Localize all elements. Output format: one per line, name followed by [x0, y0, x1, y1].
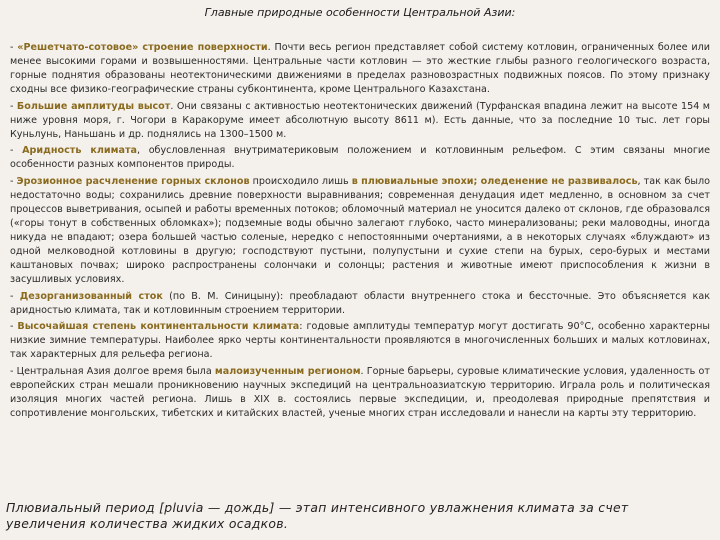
paragraph-lead: -	[10, 145, 23, 157]
paragraph-text: . Горные барьеры, суровые климатические условия, удаленность от европейских стран мешали проникновению научных экспедиций на центральноазиатскую территорию. Играла роль и политическая изоляция многих частей региона. Лишь в XIX в. состоялись первые экспедиции, и, преодолевая природные препятствия и сопротивление монгольских, тибетских и китайских властей, ученые многих стран исследовали и нанесли на карты эту территорию.	[10, 365, 711, 420]
highlight-term: «Решетчато-сотовое» строение поверхности	[17, 42, 268, 53]
paragraph-text: . Они связаны с активностью неотектонических движений (Турфанская впадина лежит на высоте 154 м ниже уровня моря, г. Чогори в Каракоруме имеет абсолютную высоту 8611 м). Есть данные, что за последние 10 тыс. лет горы Куньлунь, Наньшань и др. поднялись на 1300–1500 м.	[10, 100, 710, 140]
paragraph-text: , обусловленная внутриматериковым положением и котловинным рельефом. С этим связаны многие особенности разных компонентов природы.	[10, 145, 710, 171]
highlight-term: Высочайшая степень континентальности климата	[17, 321, 300, 333]
highlight-term: Дезорганизованный сток	[19, 290, 163, 302]
footer-definition: Плювиальный период [pluvia — дождь] — этап интенсивного увлажнения климата за счет увеличения количества жидких осадков.	[6, 500, 629, 531]
highlight-term: в плювиальные эпохи; оледенение не развивалось	[351, 175, 638, 187]
highlight-term: малоизученным регионом	[214, 365, 361, 377]
paragraph-erosion	[10, 175, 710, 288]
paragraph-text: : годовые амплитуды температур могут достигать 90°С, особенно характерны низкие зимние температуры. Наиболее ярко черты континентальности проявляются в многочисленных больших и малых котловинах, так характерных для рельефа региона.	[10, 321, 710, 361]
paragraph-lead: -	[10, 321, 18, 333]
highlight-term: Эрозионное расчленение горных склонов	[16, 175, 250, 187]
paragraph-text: (по В. М. Синицыну): преобладают области внутреннего стока и бессточные. Это объясняется как аридностью климата, так и котловинным строением территории.	[10, 290, 710, 316]
body-text	[10, 41, 710, 424]
paragraph-relief-structure	[10, 41, 710, 97]
paragraph-height-amplitudes	[10, 100, 710, 142]
paragraph-lead: -	[10, 175, 17, 187]
paragraph-text: , так как было недостаточно воды; сохранились древние поверхности выравнивания; современная денудация идет медленно, в основном за счет процессов выветривания, осыпей и работы временных потоков; обломочный материал не уносится далеко от склонов, где образовался («горы тонут в собственных обломках»); подземные воды обычно залегают глубоко, часто минерализованы; реки маловодны, иногда никуда не впадают; озера большей частью соленые, нередко с непостоянными очертаниями, а в некоторых случаях «блуждают» из одной мелководной котловины в другую; господствуют пустыни, полупустыни и сухие степи на бурых, серо-бурых и местами каштановых почвах; широко распространены солончаки и солонцы; растения и животные имеют приспособления к жизни в засушливых условиях.	[10, 175, 711, 286]
paragraph-lead: - Центральная Азия долгое время была	[10, 365, 215, 377]
paragraph-text: происходило лишь	[249, 175, 352, 187]
paragraph-continentality	[10, 320, 710, 362]
highlight-term: Большие амплитуды высот	[16, 100, 171, 112]
paragraph-runoff	[10, 290, 710, 318]
paragraph-aridity	[10, 144, 710, 172]
slide-title: Главные природные особенности Центральной Азии:	[204, 6, 516, 19]
paragraph-exploration	[10, 365, 710, 421]
paragraph-lead: -	[10, 290, 20, 302]
paragraph-lead: -	[10, 100, 17, 112]
highlight-term: Аридность климата	[22, 145, 137, 157]
paragraph-lead: -	[10, 42, 18, 53]
paragraph-text: . Почти весь регион представляет собой систему котловин, ограниченных более или менее высокими горами и возвышенностями. Центральные части котловин — это жесткие глыбы разного геологического возраста, горные поднятия образованы неотектоническими движениями в пределах разновозрастных подвижных поясов. По этому признаку сходны все физико-географические страны субконтинента, кроме Центрального Казахстана.	[10, 42, 710, 96]
